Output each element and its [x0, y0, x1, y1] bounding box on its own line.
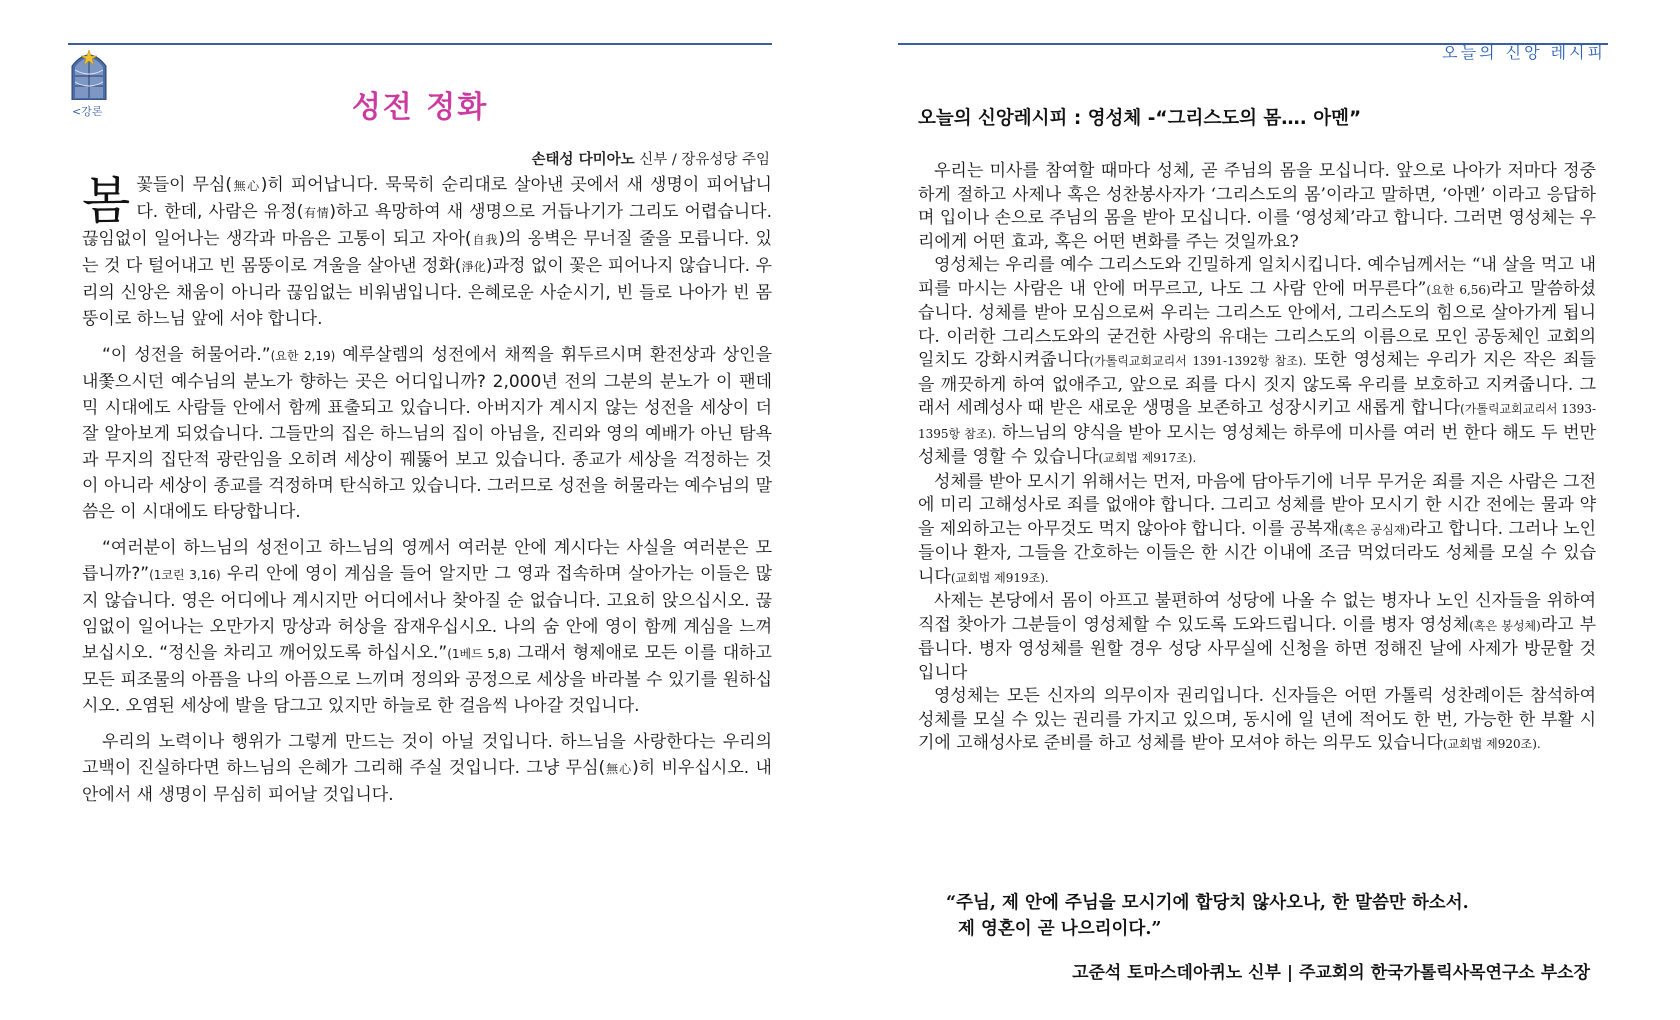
- r-paragraph-4: 사제는 본당에서 몸이 아프고 불편하여 성당에 나올 수 없는 병자나 노인 신자들을 위하여 직접 찾아가 그분들이 영성체할 수 있도록 도와드립니다. 이를 병자 영성체(혹은 봉성체)라고 부릅니다. 병자 영성체를 원할 경우 성당 사무실에 신청을 하면 정해진 날에 사제가 방문할 것입니다: [918, 591, 1596, 683]
- right-page: [898, 0, 1608, 1020]
- author-name: 손태성 다미아노: [531, 152, 635, 168]
- left-top-rule: [68, 43, 772, 45]
- left-article-body: [82, 172, 772, 818]
- emblem-tag: <강론: [72, 105, 103, 118]
- quote-line-2: 제 영혼이 곧 나으리이다.”: [958, 919, 1162, 939]
- paragraph-1: 봄꽃들이 무심(無心)히 피어납니다. 묵묵히 순리대로 살아낸 곳에서 새 생명이 피어납니다. 한데, 사람은 유정(有情)하고 욕망하여 새 생명으로 거듭나기가 그리도 어렵습니다. 끊임없이 일어나는 생각과 마음은 고통이 되고 자아(自我)의 옹벽은 무너질 줄을 모릅니다. 있는 것 다 털어내고 빈 몸뚱이로 겨울을 살아낸 정화(淨化)과정 없이 꽃은 피어나지 않습니다. 우리의 신앙은 채움이 아니라 끊임없는 비워냄입니다. 은혜로운 사순시기, 빈 들로 나아가 빈 몸뚱이로 하느님 앞에 서야 합니다.: [82, 172, 772, 329]
- author-role: 신부 / 장유성당 주임: [634, 152, 770, 168]
- recipe-title: 오늘의 신앙레시피 : 영성체 -“그리스도의 몸…. 아멘”: [918, 108, 1362, 129]
- left-page: [64, 0, 776, 1020]
- r-paragraph-5: 영성체는 모든 신자의 의무이자 권리입니다. 신자들은 어떤 가톨릭 성찬례이든 참석하여 성체를 모실 수 있는 권리를 가지고 있으며, 동시에 일 년에 적어도 한 번, 가능한 한 부활 시기에 고해성사로 준비를 하고 성체를 받아 모셔야 하는 의무도 있습니다(교회법 제920조).: [918, 686, 1596, 753]
- signature: 고준석 토마스데아퀴노 신부 | 주교회의 한국가톨릭사목연구소 부소장: [1072, 963, 1590, 983]
- r-paragraph-3: 성체를 받아 모시기 위해서는 먼저, 마음에 담아두기에 너무 무거운 죄를 지은 사람은 그전에 미리 고해성사로 죄를 없애야 합니다. 그리고 성체를 받아 모시기 한 시간 전에는 물과 약을 제외하고는 아무것도 먹지 않아야 합니다. 이를 공복재(혹은 공심재)라고 합니다. 그러나 노인들이나 환자, 그들을 간호하는 이들은 한 시간 이내에 조금 먹었더라도 성체를 모실 수 있습니다(교회법 제919조).: [918, 471, 1597, 587]
- prayer-quote: [946, 890, 1606, 942]
- paragraph-4: 우리의 노력이나 행위가 그렇게 만드는 것이 아닐 것입니다. 하느님을 사랑한다는 우리의 고백이 진실하다면 하느님의 은혜가 그리해 주실 것입니다. 그냥 무심(無心)히 비우십시오. 내 안에서 새 생명이 무심히 피어날 것입니다.: [82, 732, 772, 805]
- r-paragraph-1: 우리는 미사를 참여할 때마다 성체, 곧 주님의 몸을 모십니다. 앞으로 나아가 저마다 정중하게 절하고 사제나 혹은 성찬봉사자가 ‘그리스도의 몸’이라고 말하면, ‘아멘’ 이라고 응답하며 입이나 손으로 주님의 몸을 받아 모십니다. 이를 ‘영성체’라고 합니다. 그러면 영성체는 우리에게 어떤 효과, 혹은 어떤 변화를 주는 것일까요?: [918, 161, 1596, 252]
- r-paragraph-2: 영성체는 우리를 예수 그리스도와 긴밀하게 일치시킵니다. 예수님께서는 “내 살을 먹고 내 피를 마시는 사람은 내 안에 머무르고, 나도 그 사람 안에 머무른다”(요한 6,56)라고 말씀하셨습니다. 성체를 받아 모심으로써 우리는 그리스도 안에서, 그리스도의 힘으로 살아가게 됩니다. 이러한 그리스도와의 굳건한 사랑의 유대는 그리스도의 이름으로 모인 공동체인 교회의 일치도 강화시켜줍니다(가톨릭교회교리서 1391-1392항 참조). 또한 영성체는 우리가 지은 작은 죄들을 깨끗하게 하여 없애주고, 앞으로 죄를 다시 짓지 않도록 우리를 보호하고 지켜줍니다. 그래서 세례성사 때 받은 새로운 생명을 보존하고 성장시키고 새롭게 합니다(가톨릭교회교리서 1393-1395항 참조). 하느님의 양식을 받아 모시는 영성체는 하루에 미사를 여러 번 한다 해도 두 번만 성체를 영할 수 있습니다(교회법 제917조).: [918, 255, 1597, 467]
- section-name: 오늘의 신앙 레시피: [1442, 43, 1606, 62]
- right-article-body: [918, 160, 1596, 757]
- byline: [532, 148, 771, 169]
- paragraph-3: “여러분이 하느님의 성전이고 하느님의 영께서 여러분 안에 계시다는 사실을 여러분은 모릅니까?”(1코린 3,16) 우리 안에 영이 계심을 들어 알지만 그 영과 접속하며 살아가는 이들은 많지 않습니다. 영은 어디에나 계시지만 어디에서나 찾아질 순 없습니다. 고요히 앉으십시오. 끊임없이 일어나는 오만가지 망상과 허상을 잠재우십시오. 나의 숨 안에 영이 함께 계심을 느껴 보십시오. “정신을 차리고 깨어있도록 하십시오.”(1베드 5,8) 그래서 형제애로 모든 이를 대하고 모든 피조물의 아픔을 나의 아픔으로 느끼며 정의와 공정으로 세상을 바라볼 수 있기를 원하십시오. 오염된 세상에 발을 담그고 있지만 하늘로 한 걸음씩 나아갈 것입니다.: [82, 538, 772, 716]
- dropcap: 봄: [82, 172, 131, 230]
- quote-line-1: “주님, 제 안에 주님을 모시기에 합당치 않사오나, 한 말씀만 하소서.: [946, 893, 1469, 913]
- paragraph-2: “이 성전을 허물어라.”(요한 2,19) 예루살렘의 성전에서 채찍을 휘두르시며 환전상과 상인을 내쫓으시던 예수님의 분노가 향하는 곳은 어디입니까? 2,000년 전의 그분의 분노가 이 팬데믹 시대에도 사람들 안에서 함께 표출되고 있습니다. 아버지가 계시지 않는 성전을 세상이 더 잘 알아보게 되었습니다. 그들만의 집은 하느님의 집이 아님을, 진리와 영의 예배가 아닌 탐욕과 무지의 집단적 광란임을 오히려 세상이 꿰뚫어 보고 있습니다. 종교가 세상을 걱정하는 것이 아니라 세상이 종교를 걱정하며 탄식하고 있습니다. 그러므로 성전을 허물라는 예수님의 말씀은 이 시대에도 타당합니다.: [82, 345, 772, 522]
- page-title: 성전 정화: [351, 90, 489, 125]
